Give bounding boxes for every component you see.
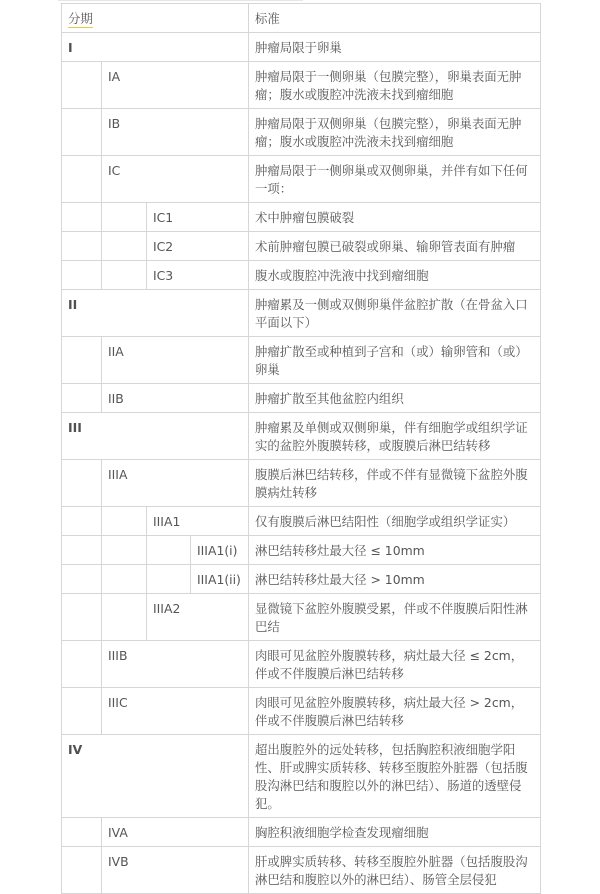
stage-cell: IIB	[102, 384, 249, 413]
table-row	[62, 735, 541, 818]
indent-cell	[62, 460, 102, 507]
header-stage: 分期	[62, 4, 249, 33]
table-row	[62, 232, 541, 261]
criteria-cell: 术中肿瘤包膜破裂	[249, 203, 541, 232]
table-row	[62, 109, 541, 156]
indent-cell	[62, 156, 102, 203]
table-row	[62, 62, 541, 109]
stage-cell: IIIA1(ii)	[191, 565, 249, 594]
criteria-cell: 肿瘤局限于卵巢	[249, 33, 541, 62]
criteria-cell: 腹膜后淋巴结转移，伴或不伴有显微镜下盆腔外腹膜病灶转移	[249, 460, 541, 507]
indent-cell	[102, 232, 147, 261]
stage-cell: IIA	[102, 337, 249, 384]
criteria-cell: 肿瘤局限于一侧卵巢（包膜完整），卵巢表面无肿瘤；腹水或腹腔冲洗液未找到瘤细胞	[249, 62, 541, 109]
table-row	[62, 847, 541, 894]
indent-cell	[62, 337, 102, 384]
stage-cell: IC3	[147, 261, 249, 290]
indent-cell	[62, 232, 102, 261]
criteria-cell: 仅有腹膜后淋巴结阳性（细胞学或组织学证实）	[249, 507, 541, 536]
stage-cell: IIIC	[102, 688, 249, 735]
indent-cell	[102, 565, 147, 594]
stage-cell: IIIB	[102, 641, 249, 688]
criteria-cell: 胸腔积液细胞学检查发现瘤细胞	[249, 818, 541, 847]
stage-cell: IV	[62, 735, 249, 818]
table-row	[62, 203, 541, 232]
criteria-cell: 肿瘤局限于一侧卵巢或双侧卵巢，并伴有如下任何一项：	[249, 156, 541, 203]
table-row	[62, 507, 541, 536]
criteria-cell: 肿瘤扩散至或种植到子宫和（或）输卵管和（或）卵巢	[249, 337, 541, 384]
table-row	[62, 33, 541, 62]
criteria-cell: 肝或脾实质转移、转移至腹腔外脏器（包括腹股沟淋巴结和腹腔以外的淋巴结）、肠管全层侵犯	[249, 847, 541, 894]
criteria-cell: 肿瘤局限于双侧卵巢（包膜完整），卵巢表面无肿瘤；腹水或腹腔冲洗液未找到瘤细胞	[249, 109, 541, 156]
indent-cell	[147, 536, 191, 565]
criteria-cell: 肿瘤累及一侧或双侧卵巢伴盆腔扩散（在骨盆入口平面以下）	[249, 290, 541, 337]
indent-cell	[102, 536, 147, 565]
indent-cell	[62, 565, 102, 594]
criteria-cell: 淋巴结转移灶最大径 ≤ 10mm	[249, 536, 541, 565]
stage-cell: IIIA1(i)	[191, 536, 249, 565]
stage-cell: IIIA2	[147, 594, 249, 641]
indent-cell	[102, 261, 147, 290]
indent-cell	[62, 203, 102, 232]
indent-cell	[62, 818, 102, 847]
criteria-cell: 淋巴结转移灶最大径 > 10mm	[249, 565, 541, 594]
table-row	[62, 565, 541, 594]
staging-table	[61, 3, 541, 894]
criteria-cell: 肿瘤累及单侧或双侧卵巢，伴有细胞学或组织学证实的盆腔外腹膜转移，或腹膜后淋巴结转移	[249, 413, 541, 460]
criteria-cell: 肿瘤扩散至其他盆腔内组织	[249, 384, 541, 413]
indent-cell	[62, 384, 102, 413]
indent-cell	[62, 536, 102, 565]
criteria-cell: 肉眼可见盆腔外腹膜转移，病灶最大径 ≤ 2cm，伴或不伴腹膜后淋巴结转移	[249, 641, 541, 688]
table-row	[62, 594, 541, 641]
table-row	[62, 290, 541, 337]
stage-cell: III	[62, 413, 249, 460]
stage-cell: IVA	[102, 818, 249, 847]
stage-cell: IC2	[147, 232, 249, 261]
indent-cell	[102, 507, 147, 536]
table-row	[62, 337, 541, 384]
top-divider	[58, 0, 303, 1]
stage-cell: IA	[102, 62, 249, 109]
criteria-cell: 术前肿瘤包膜已破裂或卵巢、输卵管表面有肿瘤	[249, 232, 541, 261]
table-row	[62, 536, 541, 565]
indent-cell	[62, 109, 102, 156]
indent-cell	[62, 688, 102, 735]
table-row	[62, 384, 541, 413]
stage-cell: IC1	[147, 203, 249, 232]
indent-cell	[62, 507, 102, 536]
table-row	[62, 413, 541, 460]
indent-cell	[102, 594, 147, 641]
criteria-cell: 肉眼可见盆腔外腹膜转移，病灶最大径 > 2cm，伴或不伴腹膜后淋巴结转移	[249, 688, 541, 735]
stage-cell: I	[62, 33, 249, 62]
criteria-cell: 显微镜下盆腔外腹膜受累，伴或不伴腹膜后阳性淋巴结	[249, 594, 541, 641]
indent-cell	[147, 565, 191, 594]
table-row	[62, 460, 541, 507]
stage-cell: IIIA	[102, 460, 249, 507]
stage-cell: IB	[102, 109, 249, 156]
indent-cell	[62, 847, 102, 894]
table-row	[62, 156, 541, 203]
table-header-row	[62, 4, 541, 33]
stage-cell: IC	[102, 156, 249, 203]
table-row	[62, 818, 541, 847]
indent-cell	[62, 261, 102, 290]
indent-cell	[62, 62, 102, 109]
header-criteria: 标准	[249, 4, 541, 33]
criteria-cell: 超出腹腔外的远处转移，包括胸腔积液细胞学阳性、肝或脾实质转移、转移至腹腔外脏器（包括腹股沟淋巴结和腹腔以外的淋巴结）、肠道的透壁侵犯。	[249, 735, 541, 818]
stage-cell: II	[62, 290, 249, 337]
criteria-cell: 腹水或腹腔冲洗液中找到瘤细胞	[249, 261, 541, 290]
indent-cell	[102, 203, 147, 232]
stage-cell: IIIA1	[147, 507, 249, 536]
table-row	[62, 641, 541, 688]
indent-cell	[62, 641, 102, 688]
indent-cell	[62, 594, 102, 641]
table-row	[62, 688, 541, 735]
stage-cell: IVB	[102, 847, 249, 894]
table-row	[62, 261, 541, 290]
